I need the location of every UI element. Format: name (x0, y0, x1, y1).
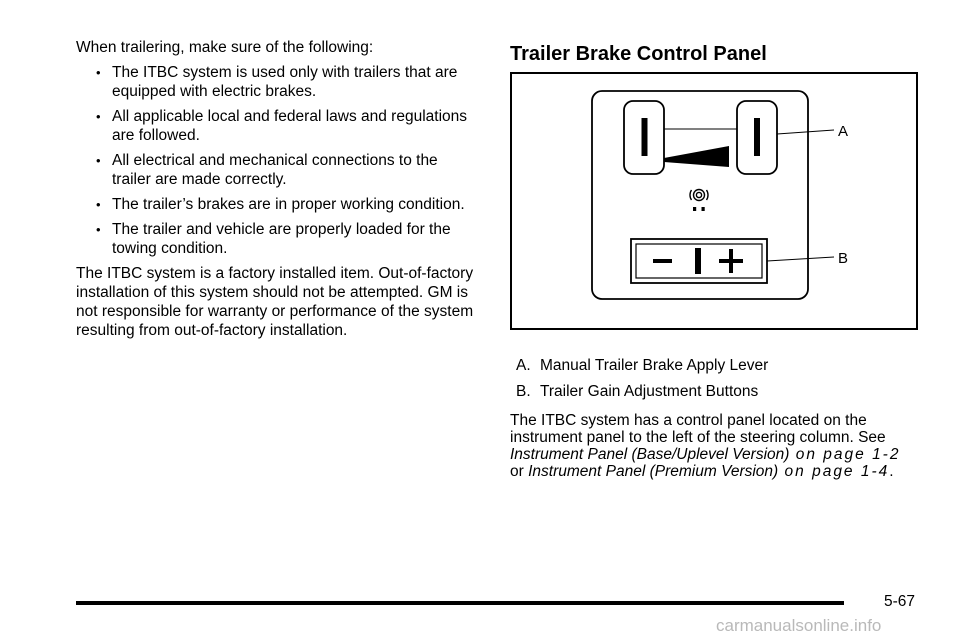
gain-plus-vertical (729, 249, 733, 273)
list-item: • The trailer and vehicle are properly loaded for the towing condition. (96, 221, 451, 257)
control-panel-figure (510, 72, 918, 330)
control-panel-diagram (512, 74, 916, 328)
callout-b-line (767, 257, 834, 261)
requirements-list (76, 63, 476, 258)
lever-left-bar (642, 118, 648, 156)
manual-brake-lever-bar (754, 118, 760, 156)
callout-b-label: B (838, 250, 849, 267)
list-item: • All applicable local and federal laws and regulations are followed. (96, 108, 468, 144)
factory-install-paragraph: The ITBC system is a factory installed item. Out-of-factory installation of this system should not be attempted. GM is not responsible for warranty or performance of the system resulting from out-of-factory installation. (76, 265, 474, 339)
callout-a-line (777, 130, 834, 134)
bullet-icon: • (96, 153, 101, 168)
trailer-brake-icon (690, 190, 708, 212)
footer-rule (76, 601, 844, 605)
left-column (76, 38, 476, 340)
figure-callouts (516, 356, 768, 408)
right-column (510, 42, 922, 480)
xref-link-premium[interactable]: Instrument Panel (Premium Version) (528, 463, 779, 480)
bullet-icon: • (96, 65, 101, 80)
xref-link-base[interactable]: Instrument Panel (Base/Uplevel Version) (510, 446, 790, 463)
list-item: • The ITBC system is used only with trailers that are equipped with electric brakes. (96, 64, 458, 100)
callout-a-label: A (838, 123, 849, 140)
list-item: • The trailer’s brakes are in proper working condition. (96, 196, 465, 213)
list-item: • All electrical and mechanical connections to the trailer are made correctly. (96, 152, 438, 188)
bullet-icon: • (96, 109, 101, 124)
callout-a: A. Manual Trailer Brake Apply Lever (516, 357, 769, 374)
section-title: Trailer Brake Control Panel (510, 43, 767, 65)
description-paragraph: The ITBC system has a control panel located on the instrument panel to the left of the steering column. See Instrument Panel (Base/Uplevel Version) on page 1-2 or Instrument Panel (Premium Version) on page 1-4. (510, 412, 901, 480)
page-number: 5-67 (884, 593, 916, 610)
gain-minus-button[interactable] (653, 259, 672, 263)
intro-text: When trailering, make sure of the following: (76, 39, 374, 56)
gain-divider (695, 248, 701, 274)
watermark: carmanualsonline.info (716, 616, 882, 635)
bullet-icon: • (96, 222, 101, 237)
callout-b: B. Trailer Gain Adjustment Buttons (516, 383, 759, 400)
output-wedge-icon (664, 146, 729, 167)
bullet-icon: • (96, 197, 101, 212)
